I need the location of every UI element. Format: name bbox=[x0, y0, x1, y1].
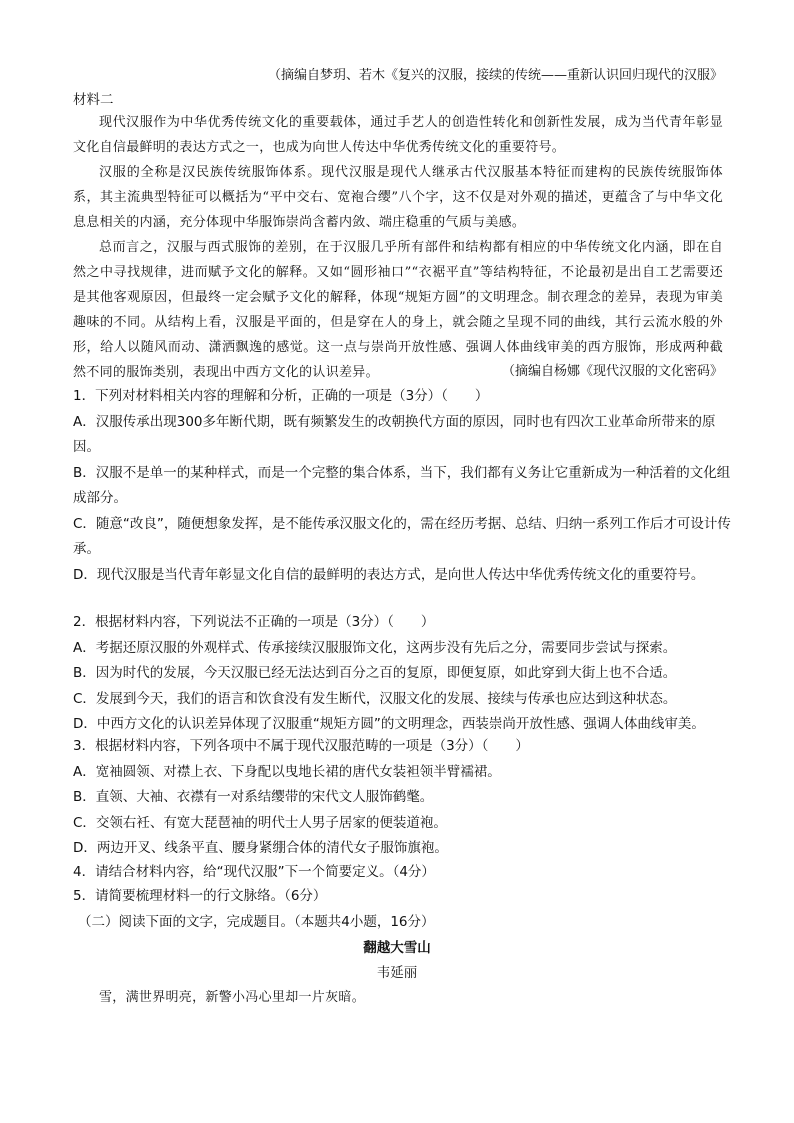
question-1-option-d: D．现代汉服是当代青年彰显文化自信的最鲜明的表达方式，是向世人传达中华优秀传统文化的重要符号。 bbox=[73, 566, 705, 583]
question-2-stem: 2．根据材料内容，下列说法不正确的一项是（3分）（ ） bbox=[73, 614, 435, 630]
material-2-paragraph-2: 汉服的全称是汉民族传统服饰体系。现代汉服是现代人继承古代汉服基本特征而建构的民族传统服饰体系，其主流典型特征可以概括为“平中交右、宽袍合缨”八个字，这不仅是对外观的描述，更蕴含了与中华文化息息相关的内涵，充分体现中华服饰崇尚含蓄内敛、端庄稳重的气质与美感。 bbox=[73, 165, 723, 230]
material-2-label: 材料二 bbox=[73, 92, 114, 108]
question-3-option-a: A．宽袖圆领、对襟上衣、下身配以曳地长裙的唐代女装袒领半臂襦裙。 bbox=[73, 763, 501, 780]
question-3 bbox=[73, 734, 733, 862]
question-3-option-c: C．交领右衽、有宽大琵琶袖的明代士人男子居家的便装道袍。 bbox=[73, 814, 447, 831]
question-4: 4．请结合材料内容，给“现代汉服”下一个简要定义。（4分） bbox=[73, 864, 435, 880]
question-1-option-a: A．汉服传承出现300多年断代期，既有频繁发生的改朝换代方面的原因，同时也有四次工业革命所带来的原因。 bbox=[73, 413, 716, 455]
material-2-paragraph-1: 现代汉服作为中华优秀传统文化的重要载体，通过手艺人的创造性转化和创新性发展，成为当代青年彰显文化自信最鲜明的表达方式之一，也成为向世人传达中华优秀传统文化的重要符号。 bbox=[73, 115, 723, 155]
question-3-option-b: B．直领、大袖、衣襟有一对系结缨带的宋代文人服饰鹤氅。 bbox=[73, 789, 434, 805]
source-citation-1: （摘编自梦玥、若木《复兴的汉服，接续的传统——重新认识回归现代的汉服》 bbox=[267, 68, 723, 83]
section-2-heading: （二）阅读下面的文字，完成题目。（本题共4小题，16分） bbox=[78, 914, 435, 930]
question-2-option-b: B．因为时代的发展，今天汉服已经无法达到百分之百的复原，即便复原，如此穿到大街上也不合适。 bbox=[73, 665, 677, 681]
story-author: 韦延丽 bbox=[376, 965, 418, 981]
story-title: 翻越大雪山 bbox=[363, 940, 431, 956]
question-5: 5．请简要梳理材料一的行文脉络。（6分） bbox=[73, 888, 327, 904]
material-2-paragraph-3: 总而言之，汉服与西式服饰的差别，在于汉服几乎所有部件和结构都有相应的中华传统文化内涵，即在自然之中寻找规律，进而赋予文化的解释。又如“圆形袖口”“衣裾平直”等结构特征，不论最初是出自工艺需要还是其他客观原因，但最终一定会赋予文化的解释，体现“规矩方圆”的文明理念。制衣理念的差异，表现为审美趣味的不同。从结构上看，汉服是平面的，但是穿在人的身上，就会随之呈现不同的曲线，其行云流水般的外形，给人以随风而动、潇洒飘逸的感觉。这一点与崇尚开放性感、强调人体曲线审美的西方服饰，形成两种截然不同的服饰类别，表现出中西方文化的认识差异。 bbox=[73, 240, 723, 380]
question-3-stem: 3．根据材料内容，下列各项中不属于现代汉服范畴的一项是（3分）（ ） bbox=[73, 738, 529, 754]
question-1-option-b: B．汉服不是单一的某种样式，而是一个完整的集合体系，当下，我们都有义务让它重新成为一种活着的文化组成部分。 bbox=[73, 464, 731, 506]
question-1-stem: 1．下列对材料相关内容的理解和分析，正确的一项是（3分）（ ） bbox=[73, 388, 489, 404]
question-1 bbox=[73, 384, 733, 588]
source-citation-2: （摘编自杨娜《现代汉服的文化密码》 bbox=[501, 364, 723, 379]
question-2-option-a: A．考据还原汉服的外观样式、传承接续汉服服饰文化，这两步没有先后之分，需要同步尝试与探索。 bbox=[73, 639, 677, 656]
question-3-option-d: D．两边开叉、线条平直、腰身紧绷合体的清代女子服饰旗袍。 bbox=[73, 840, 448, 856]
question-2-option-d: D．中西方文化的认识差异体现了汉服重“规矩方圆”的文明理念，西装崇尚开放性感、强调人体曲线审美。 bbox=[73, 716, 705, 732]
question-1-option-c: C．随意“改良”，随便想象发挥，是不能传承汉服文化的，需在经历考据、总结、归纳一系列工作后才可设计传承。 bbox=[73, 515, 731, 557]
question-2-option-c: C．发展到今天，我们的语言和饮食没有发生断代，汉服文化的发展、接续与传承也应达到这种状态。 bbox=[73, 690, 677, 707]
story-first-paragraph: 雪，满世界明亮，新警小冯心里却一片灰暗。 bbox=[99, 990, 366, 1005]
question-2 bbox=[73, 610, 733, 738]
